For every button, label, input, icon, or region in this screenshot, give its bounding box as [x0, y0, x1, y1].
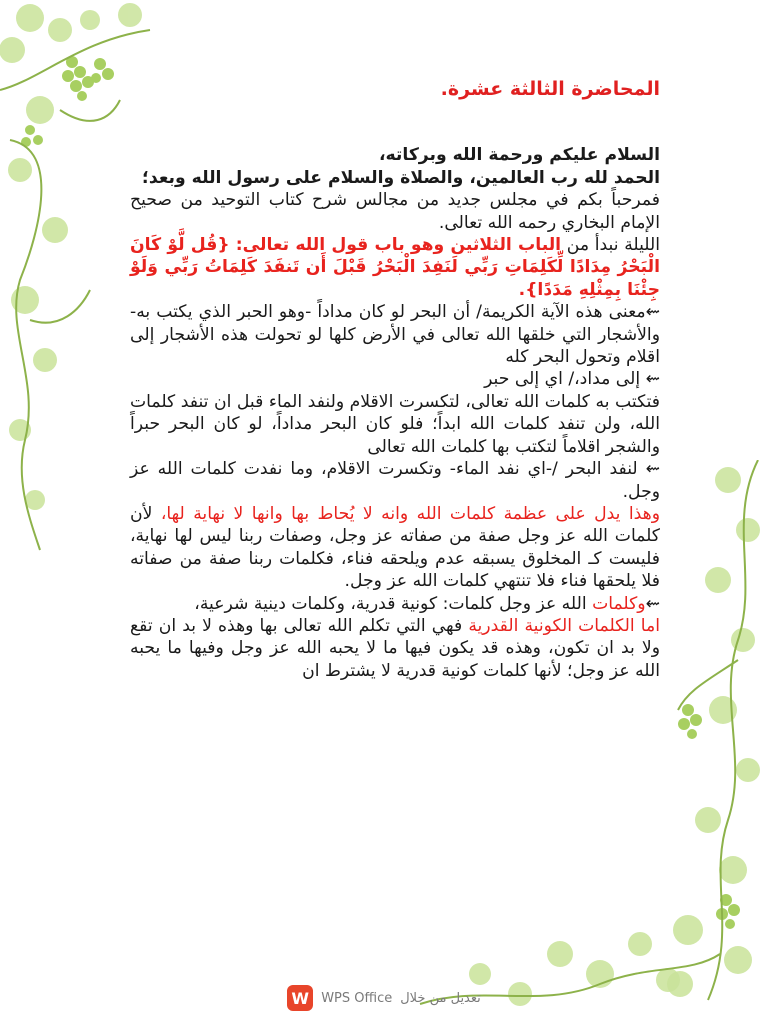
- greatness-rest: لأن كلمات الله عز وجل صفة من صفاته عز وجل، وصفات ربنا ليس لها نهاية، فليست كـ المخلوق يسبقه عدم ويلحقه فناء، فكلمات ربنا صفة من صفاته فلا يلحقها فناء فلا تنتهي كلمات الله عز وجل.: [130, 503, 660, 592]
- midad-paragraph: ⇜ إلى مداد،/ اي إلى حبر: [484, 369, 660, 390]
- meaning-paragraph: ⇜معنى هذه الآية الكريمة/ أن البحر لو كان مداداً -وهو الحبر الذي يكتب به- والأشجار التي خلقها الله تعالى في الأرض كلها لو تحولت هذه الأشجار إلى اقلام وتحول البحر كله: [130, 302, 660, 368]
- chapter-intro: الليلة نبدأ من: [561, 235, 661, 256]
- kalimat-arrow: ⇜: [645, 593, 660, 614]
- lecture-title: المحاضرة الثالثة عشرة.: [440, 78, 660, 100]
- edited-via-label: تعديل من خلال: [400, 990, 481, 1006]
- write-paragraph: فتكتب به كلمات الله تعالى، لتكسرت الاقلام ولنفد الماء قبل ان تنفد كلمات الله، ولن تنفد كلمات الله ابداً؛ فلو كان البحر مداداً، لو كان البحر حبراً والشجر اقلاماً لتكتب بها كلمات الله تعالى: [130, 391, 660, 457]
- kalimat-highlight: وكلمات: [592, 593, 646, 614]
- kawniya-paragraph: [130, 615, 660, 682]
- vine-decoration-right: [645, 460, 768, 1020]
- nafid-paragraph: ⇜ لنفد البحر /-اي نفد الماء- وتكسرت الاقلام، وما نفدت كلمات الله عز وجل.: [130, 459, 660, 502]
- kalimat-rest: الله عز وجل كلمات: كونية قدرية، وكلمات دينية شرعية،: [194, 593, 593, 614]
- wps-footer: [0, 982, 768, 1014]
- document-body: [130, 78, 660, 682]
- kawniya-rest: فهي التي تكلم الله تعالى بها وهذه لا بد ان تقع ولا بد ان تكون، وهذه قد يكون فيها ما لا يحبه الله عز وجل وفيها ما يحبه الله عز وجل؛ لأنها كلمات كونية قدرية لا يشترط ان: [130, 615, 660, 681]
- wps-logo-icon: W: [287, 985, 313, 1011]
- opening-praise: الحمد لله رب العالمين، والصلاة والسلام على رسول الله وبعد؛: [142, 167, 660, 188]
- kawniya-highlight: اما الكلمات الكونية القدرية: [468, 615, 660, 636]
- chapter-paragraph: [130, 234, 660, 301]
- greeting: السلام عليكم ورحمة الله وبركاته،: [378, 145, 660, 166]
- greatness-paragraph: [130, 503, 660, 593]
- wps-brand: WPS Office: [321, 990, 393, 1006]
- welcome-paragraph: فمرحباً بكم في مجلس جديد من مجالس شرح كتاب التوحيد من صحيح الإمام البخاري رحمه الله تعالى.: [130, 190, 660, 233]
- kalimat-paragraph: [130, 593, 660, 615]
- chapter-title: الباب الثلاثين وهو باب قول الله تعالى: {قُل لَّوْ كَانَ الْبَحْرُ مِدَادًا لِّكَلِمَاتِ رَبِّي لَنَفِدَ الْبَحْرُ قَبْلَ أَن تَنفَدَ كَلِمَاتُ رَبِّي وَلَوْ جِئْنَا بِمِثْلِهِ مَدَدًا}.: [130, 235, 660, 300]
- greatness-highlight: وهذا يدل على عظمة كلمات الله وانه لا يُحاط بها وانها لا نهاية لها،: [160, 503, 661, 524]
